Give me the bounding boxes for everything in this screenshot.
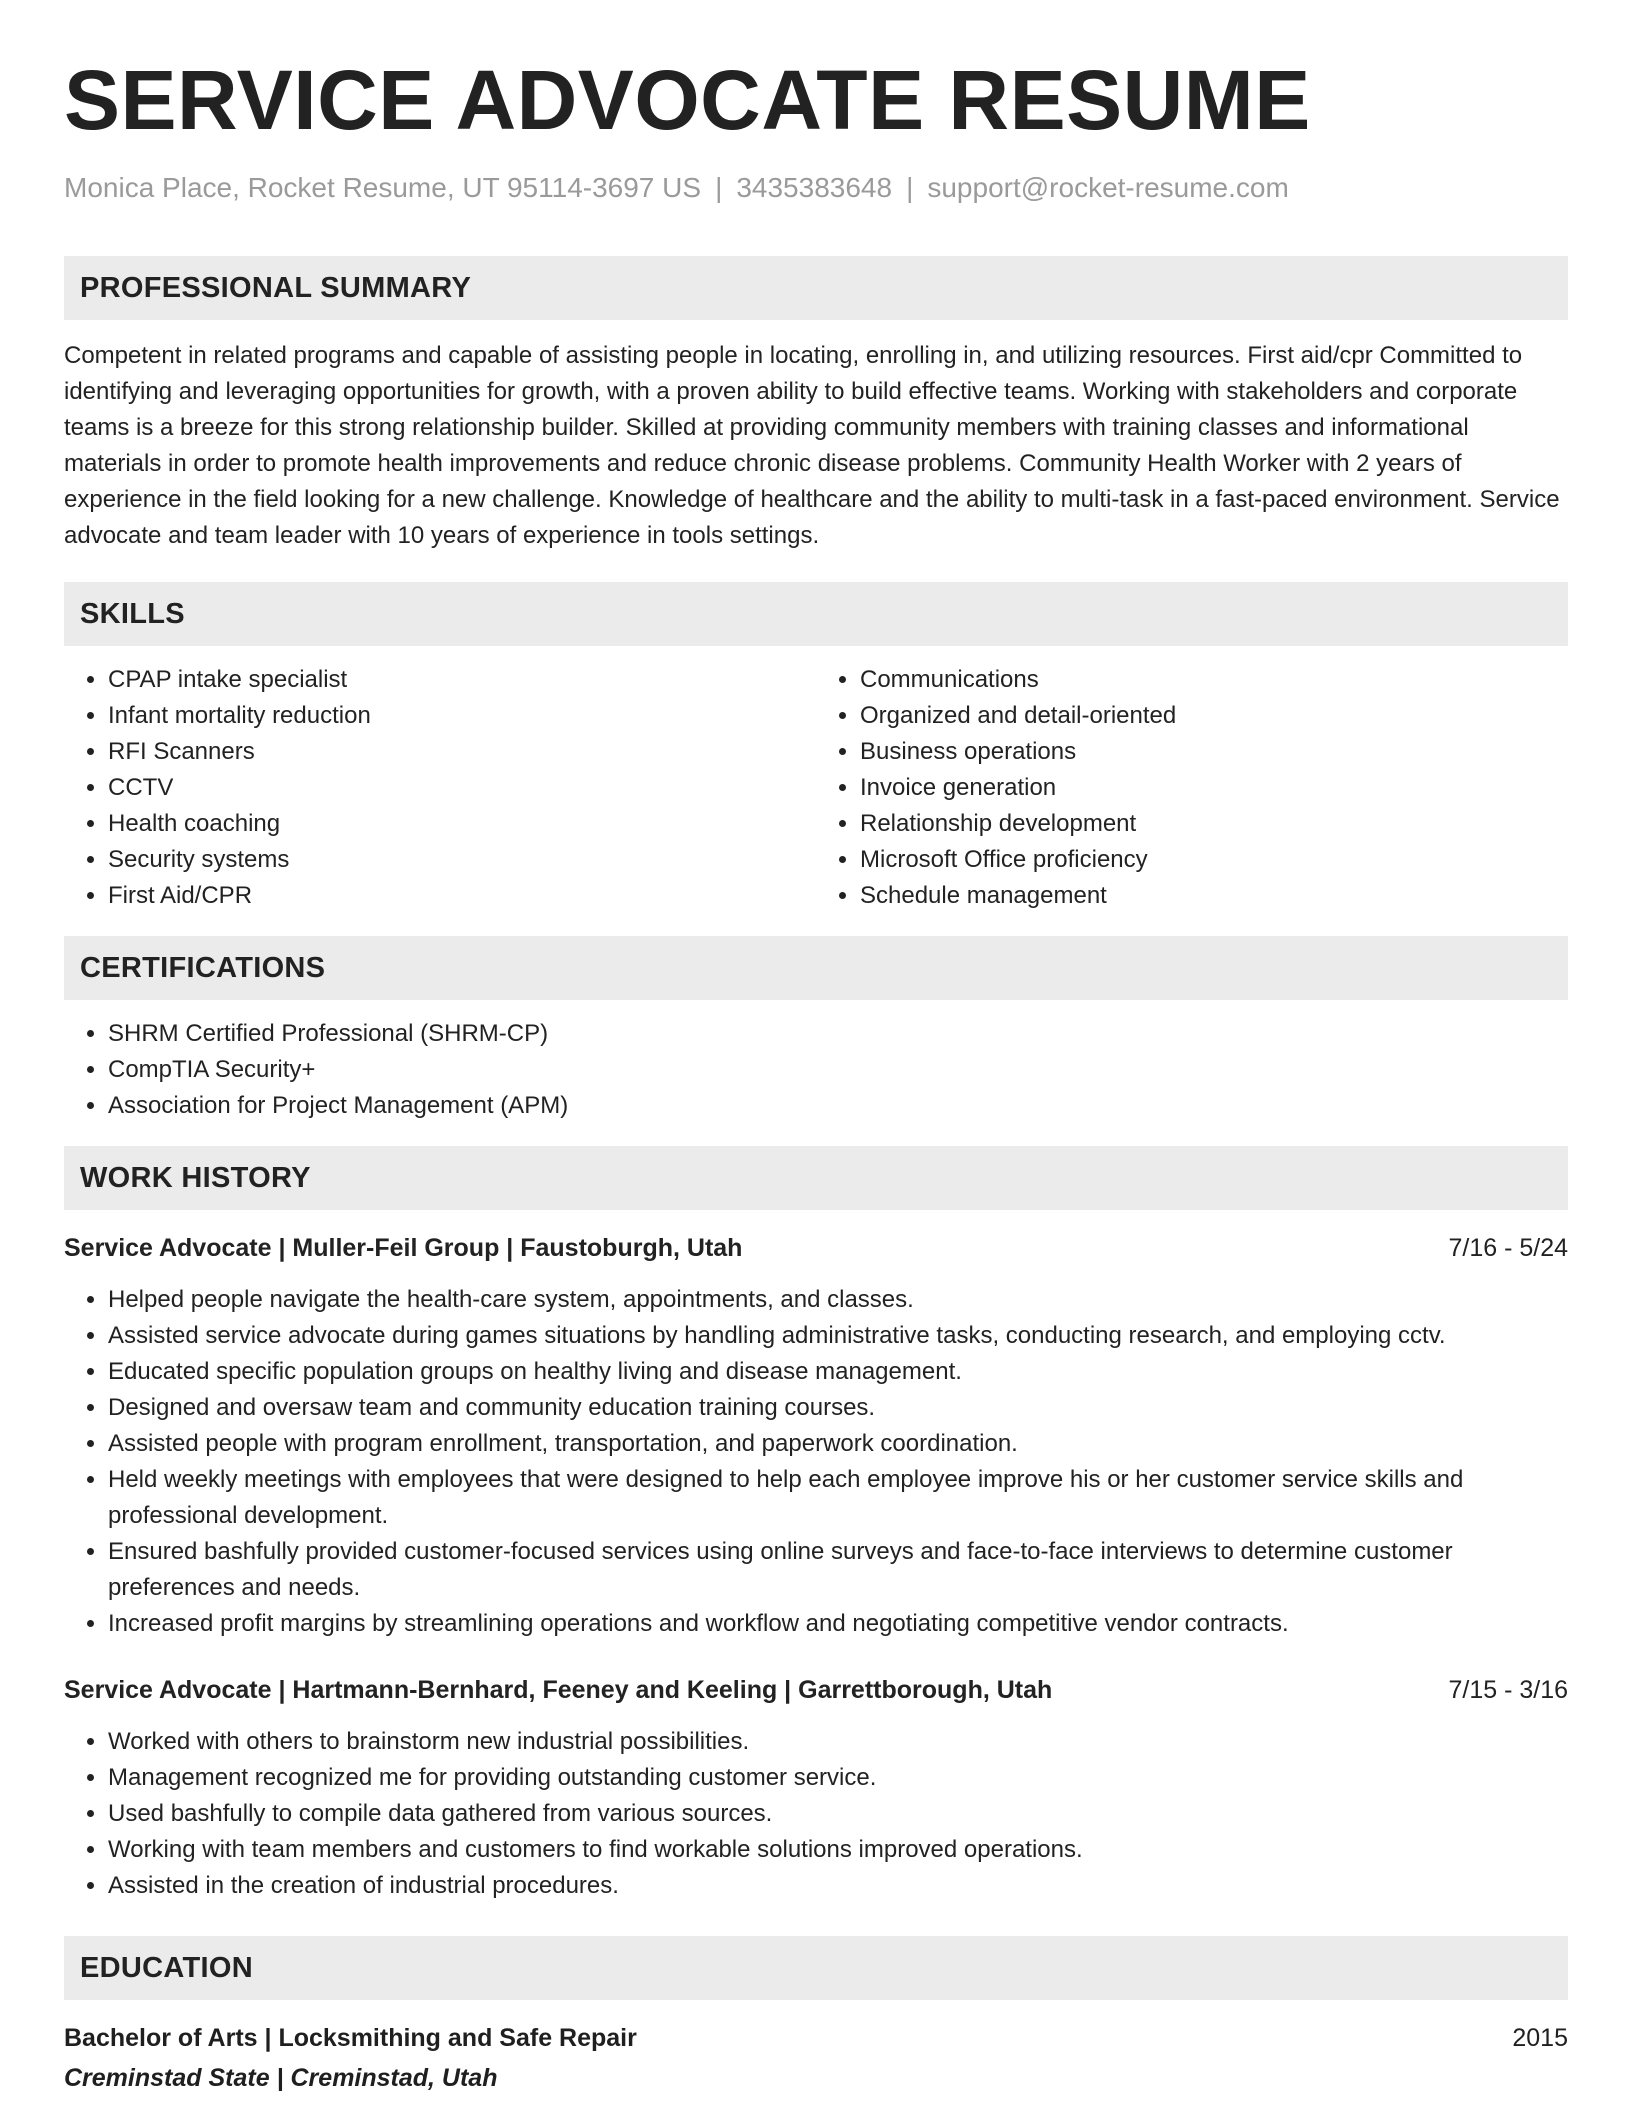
- skill-item: • CPAP intake specialist: [108, 662, 816, 698]
- job-dates: 7/15 - 3/16: [1448, 1676, 1568, 1704]
- contact-email: support@rocket-resume.com: [927, 172, 1289, 203]
- skill-item: • Health coaching: [108, 806, 816, 842]
- section-heading-certifications: CERTIFICATIONS: [64, 936, 1568, 1000]
- education-school: Creminstad State | Creminstad, Utah: [64, 2064, 498, 2092]
- resume-title: SERVICE ADVOCATE RESUME: [64, 53, 1311, 147]
- contact-line: [64, 170, 1568, 206]
- job-title: Service Advocate | Muller-Feil Group | Faustoburgh, Utah: [64, 1234, 743, 1262]
- job-bullet: • Management recognized me for providing outstanding customer service.: [108, 1760, 1568, 1796]
- job-header: [64, 1230, 1568, 1266]
- skills-list-left: [64, 662, 816, 914]
- certification-item: • SHRM Certified Professional (SHRM-CP): [108, 1016, 1568, 1052]
- skill-item: • Microsoft Office proficiency: [860, 842, 1568, 878]
- education-degree: Bachelor of Arts | Locksmithing and Safe Repair: [64, 2024, 637, 2052]
- certification-item: • Association for Project Management (APM): [108, 1088, 1568, 1124]
- job-bullet: • Helped people navigate the health-care system, appointments, and classes.: [108, 1282, 1568, 1318]
- skill-item: • Relationship development: [860, 806, 1568, 842]
- job-dates: 7/16 - 5/24: [1448, 1234, 1568, 1262]
- job-bullet: • Working with team members and customers to find workable solutions improved operations.: [108, 1832, 1568, 1868]
- job-header: [64, 1672, 1568, 1708]
- job-bullet: • Held weekly meetings with employees that were designed to help each employee improve his or her customer service skills and professional development.: [108, 1462, 1568, 1534]
- job-bullet: • Educated specific population groups on healthy living and disease management.: [108, 1354, 1568, 1390]
- job-bullet: • Assisted service advocate during games situations by handling administrative tasks, conducting research, and employing cctv.: [108, 1318, 1568, 1354]
- contact-separator: |: [906, 172, 914, 203]
- certification-item: • CompTIA Security+: [108, 1052, 1568, 1088]
- contact-phone: 3435383648: [736, 172, 893, 203]
- contact-separator: |: [715, 172, 723, 203]
- job-bullets: [64, 1282, 1568, 1642]
- skill-item: • RFI Scanners: [108, 734, 816, 770]
- skills-list-right: [816, 662, 1568, 914]
- skill-item: • Communications: [860, 662, 1568, 698]
- job-bullet: • Designed and oversaw team and community education training courses.: [108, 1390, 1568, 1426]
- skills-section: [64, 582, 1568, 914]
- skill-item: • Organized and detail-oriented: [860, 698, 1568, 734]
- job-bullet: • Worked with others to brainstorm new industrial possibilities.: [108, 1724, 1568, 1760]
- skill-item: • Schedule management: [860, 878, 1568, 914]
- job-bullet: • Increased profit margins by streamlining operations and workflow and negotiating competitive vendor contracts.: [108, 1606, 1568, 1642]
- job-entry: [64, 1230, 1568, 1642]
- skill-item: • Infant mortality reduction: [108, 698, 816, 734]
- job-bullet: • Used bashfully to compile data gathered from various sources.: [108, 1796, 1568, 1832]
- skill-item: • Business operations: [860, 734, 1568, 770]
- section-heading-skills: SKILLS: [64, 582, 1568, 646]
- job-bullet: • Ensured bashfully provided customer-focused services using online surveys and face-to-face interviews to determine customer preferences and needs.: [108, 1534, 1568, 1606]
- job-bullet: • Assisted people with program enrollment, transportation, and paperwork coordination.: [108, 1426, 1568, 1462]
- education-header: [64, 2020, 1568, 2056]
- summary-text: Competent in related programs and capable of assisting people in locating, enrolling in, and utilizing resources. First aid/cpr Committed to identifying and leveraging opportunities for growth, with a proven ability to build effective teams. Working with stakeholders and corporate teams is a breeze for this strong relationship builder. Skilled at providing community members with training classes and informational materials in order to promote health improvements and reduce chronic disease problems. Community Health Worker with 2 years of experience in the field looking for a new challenge. Knowledge of healthcare and the ability to multi-task in a fast-paced environment. Service advocate and team leader with 10 years of experience in tools settings.: [64, 342, 1560, 549]
- contact-address: Monica Place, Rocket Resume, UT 95114-3697 US: [64, 172, 702, 203]
- work-history-section: [64, 1146, 1568, 1904]
- education-section: [64, 1936, 1568, 2096]
- section-heading-summary: PROFESSIONAL SUMMARY: [64, 256, 1568, 320]
- certifications-list: [64, 1016, 1568, 1124]
- section-heading-work-history: WORK HISTORY: [64, 1146, 1568, 1210]
- section-heading-education: EDUCATION: [64, 1936, 1568, 2000]
- job-bullets: [64, 1724, 1568, 1904]
- skills-columns: [64, 662, 1568, 914]
- education-year: 2015: [1512, 2024, 1568, 2052]
- skill-item: • First Aid/CPR: [108, 878, 816, 914]
- job-title: Service Advocate | Hartmann-Bernhard, Feeney and Keeling | Garrettborough, Utah: [64, 1676, 1053, 1704]
- skill-item: • Security systems: [108, 842, 816, 878]
- skill-item: • CCTV: [108, 770, 816, 806]
- certifications-section: [64, 936, 1568, 1124]
- skill-item: • Invoice generation: [860, 770, 1568, 806]
- job-entry: [64, 1672, 1568, 1904]
- professional-summary-section: [64, 256, 1568, 554]
- job-bullet: • Assisted in the creation of industrial procedures.: [108, 1868, 1568, 1904]
